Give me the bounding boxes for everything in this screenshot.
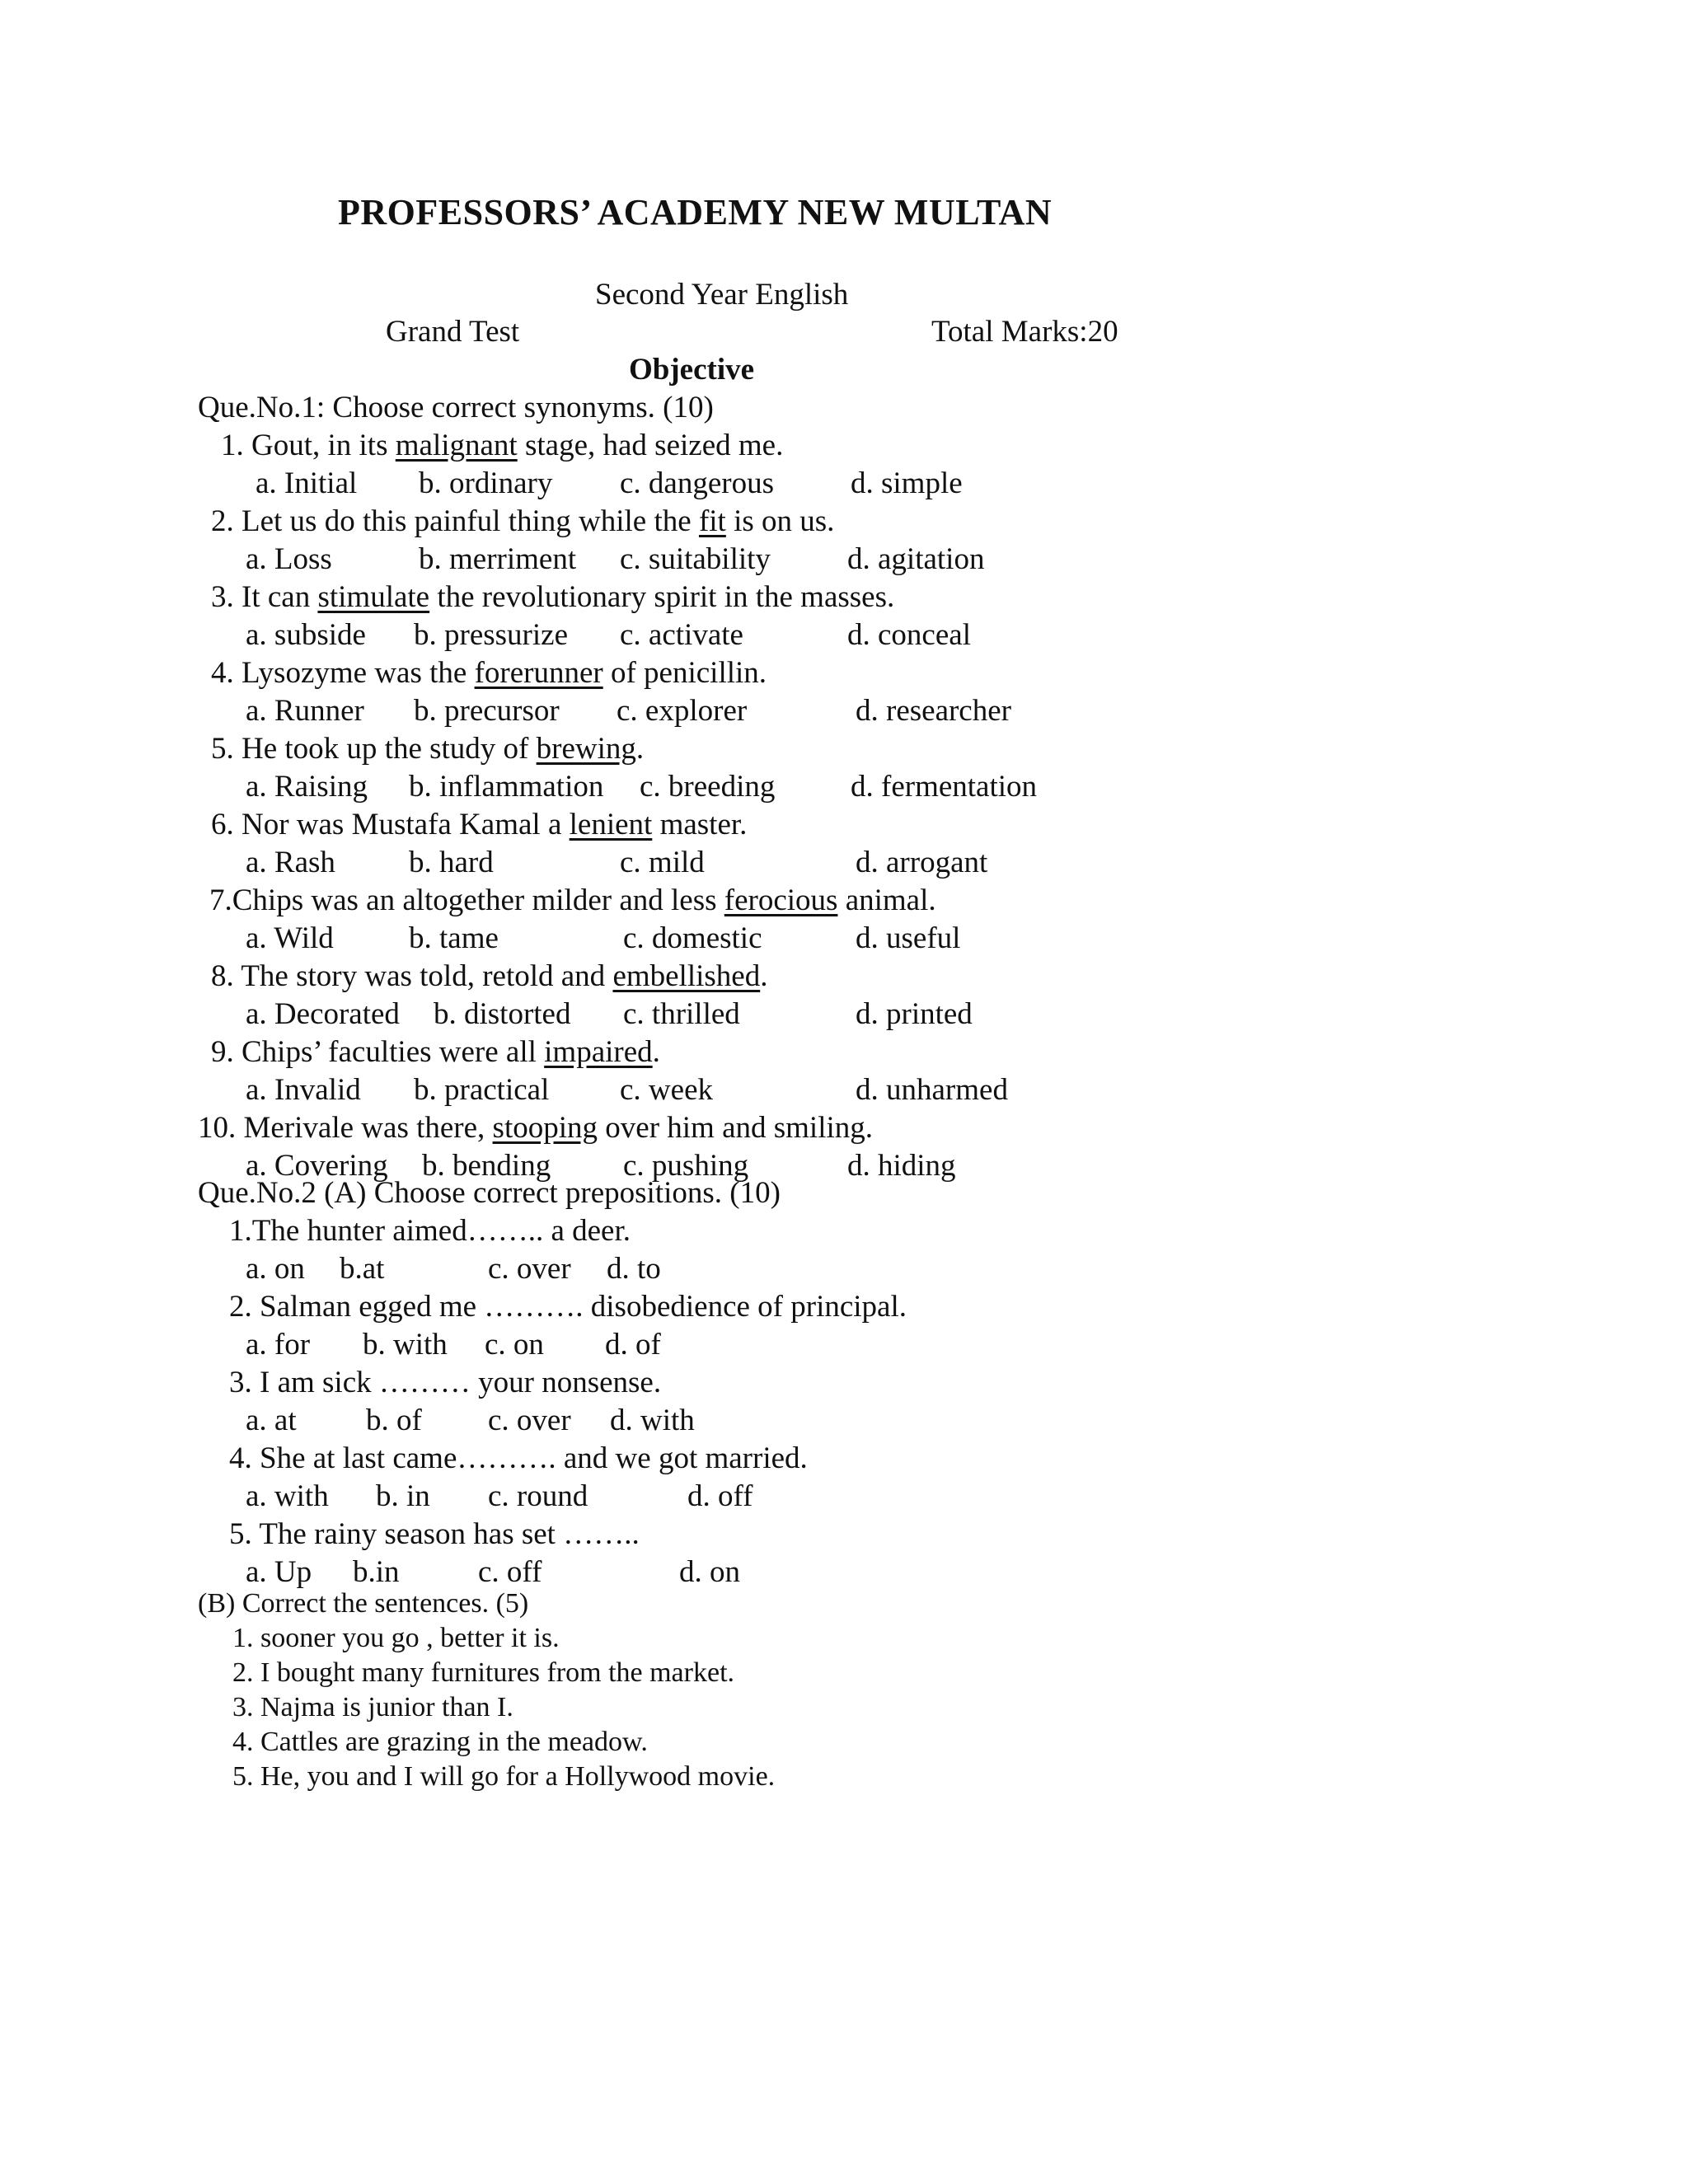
question-prefix: 3. It can [211, 580, 318, 614]
option: a. Decorated [246, 997, 400, 1031]
option: a. Rash [246, 846, 335, 879]
option: b. of [366, 1404, 422, 1437]
options-row [198, 1478, 1484, 1516]
question-suffix: over him and smiling. [598, 1111, 874, 1145]
option: d. hiding [847, 1149, 956, 1183]
question-prefix: 5. He took up the study of [211, 732, 537, 766]
sentence-item: 4. Cattles are grazing in the meadow. [232, 1727, 648, 1757]
option: c. suitability [620, 542, 771, 576]
question-text [198, 1109, 1484, 1147]
subject-line: Second Year English [595, 278, 849, 312]
option: d. arrogant [856, 846, 988, 879]
question-text [198, 654, 1484, 692]
question-prefix: 8. The story was told, retold and [211, 959, 613, 993]
question-text [198, 427, 1484, 465]
underlined-word: embellished [612, 959, 761, 993]
question-suffix: stage, had seized me. [517, 429, 784, 462]
options-row [198, 616, 1484, 654]
option: d. agitation [847, 542, 985, 576]
underlined-word: brewing [536, 732, 636, 766]
question-suffix: is on us. [725, 504, 835, 538]
option: c. activate [620, 618, 743, 652]
question-suffix: of penicillin. [603, 656, 767, 690]
underlined-word: forerunner [474, 656, 603, 690]
question-text [198, 730, 1484, 768]
option: c. explorer [617, 694, 748, 728]
option: d. on [679, 1555, 740, 1589]
option: d. conceal [847, 618, 971, 652]
underlined-word: impaired [544, 1035, 653, 1069]
total-marks: Total Marks:20 [931, 315, 1118, 349]
options-row [198, 844, 1484, 882]
option: a. with [246, 1479, 329, 1513]
option: b. practical [414, 1073, 550, 1107]
option: c. over [488, 1252, 571, 1286]
option: b. inflammation [409, 770, 604, 804]
option: d. to [607, 1252, 661, 1286]
question-prefix: 7.Chips was an altogether milder and less [209, 883, 724, 917]
sentence-item: 3. Najma is junior than I. [232, 1692, 513, 1722]
options-row [198, 541, 1484, 579]
option: a. Invalid [246, 1073, 361, 1107]
underlined-word: malignant [395, 429, 518, 462]
option: c. on [485, 1328, 544, 1361]
question-prefix: 2. Let us do this painful thing while the [211, 504, 699, 538]
academy-title: PROFESSORS’ ACADEMY NEW MULTAN [338, 192, 1053, 232]
question-text: 3. I am sick ……… your nonsense. [229, 1366, 662, 1399]
question-suffix: the revolutionary spirit in the masses. [429, 580, 895, 614]
option: d. off [687, 1479, 753, 1513]
option: b. in [376, 1479, 430, 1513]
question-2a-heading: Que.No.2 (A) Choose correct prepositions. (10) [198, 1176, 781, 1210]
option: a. Up [246, 1555, 312, 1589]
options-row [198, 920, 1484, 958]
underlined-word: stooping [492, 1111, 598, 1145]
option: b. pressurize [414, 618, 568, 652]
option: b. precursor [414, 694, 560, 728]
question-2b-heading: (B) Correct the sentences. (5) [198, 1588, 529, 1619]
question-text: 2. Salman egged me ………. disobedience of principal. [229, 1290, 907, 1324]
option: a. Initial [256, 466, 358, 500]
question-text: 1.The hunter aimed…….. a deer. [229, 1214, 631, 1248]
question-suffix: . [760, 959, 768, 993]
question-text [198, 958, 1484, 996]
option: b. distorted [434, 997, 571, 1031]
underlined-word: ferocious [724, 883, 838, 917]
question-2b-block [198, 1586, 1484, 1794]
options-row [198, 768, 1484, 806]
question-suffix: master. [652, 808, 748, 841]
options-row [198, 1250, 1484, 1288]
option: b.at [340, 1252, 385, 1286]
option: d. of [605, 1328, 661, 1361]
underlined-word: stimulate [317, 580, 430, 614]
options-row [198, 1402, 1484, 1440]
question-text [198, 503, 1484, 541]
question-1-block [198, 389, 1484, 1185]
question-text [198, 1033, 1484, 1071]
option: b. hard [409, 846, 494, 879]
option: a. Covering [246, 1149, 388, 1183]
option: b. bending [422, 1149, 551, 1183]
option: a. Raising [246, 770, 368, 804]
option: a. subside [246, 618, 366, 652]
option: d. simple [851, 466, 963, 500]
option: a. on [246, 1252, 305, 1286]
option: b. with [363, 1328, 448, 1361]
question-text [198, 579, 1484, 616]
option: c. pushing [623, 1149, 749, 1183]
option: d. with [610, 1404, 695, 1437]
question-prefix: 9. Chips’ faculties were all [211, 1035, 545, 1069]
question-text [198, 882, 1484, 920]
test-name: Grand Test [386, 315, 520, 349]
question-suffix: animal. [837, 883, 936, 917]
options-row [198, 465, 1484, 503]
option: a. at [246, 1404, 297, 1437]
question-prefix: 4. Lysozyme was the [211, 656, 475, 690]
option: d. fermentation [851, 770, 1038, 804]
option: a. Loss [246, 542, 332, 576]
question-1-heading: Que.No.1: Choose correct synonyms. (10) [198, 391, 714, 424]
question-suffix: . [635, 732, 645, 766]
question-text: 4. She at last came………. and we got married. [229, 1441, 808, 1475]
option: d. printed [856, 997, 973, 1031]
question-2a-block [198, 1174, 1484, 1591]
option: c. over [488, 1404, 571, 1437]
option: c. breeding [640, 770, 776, 804]
option: c. round [488, 1479, 588, 1513]
underlined-word: lenient [569, 808, 653, 841]
option: b. merriment [419, 542, 577, 576]
option: c. week [620, 1073, 713, 1107]
question-prefix: 1. Gout, in its [221, 429, 396, 462]
option: c. thrilled [623, 997, 740, 1031]
option: a. Wild [246, 921, 334, 955]
section-heading: Objective [629, 353, 755, 387]
sentence-item: 5. He, you and I will go for a Hollywood movie. [232, 1761, 776, 1792]
options-row [198, 1326, 1484, 1364]
option: c. mild [620, 846, 705, 879]
option: c. domestic [623, 921, 762, 955]
sentence-item: 2. I bought many furnitures from the market. [232, 1657, 735, 1688]
options-row [198, 1071, 1484, 1109]
option: b. tame [409, 921, 499, 955]
options-row [198, 996, 1484, 1033]
question-prefix: 10. Merivale was there, [198, 1111, 493, 1145]
options-row [198, 692, 1484, 730]
question-text: 5. The rainy season has set …….. [229, 1517, 640, 1551]
option: d. useful [856, 921, 961, 955]
question-text [198, 806, 1484, 844]
option: a. Runner [246, 694, 364, 728]
option: c. off [478, 1555, 542, 1589]
option: d. researcher [856, 694, 1011, 728]
option: d. unharmed [856, 1073, 1008, 1107]
question-prefix: 6. Nor was Mustafa Kamal a [211, 808, 570, 841]
underlined-word: fit [698, 504, 726, 538]
question-suffix: . [652, 1035, 660, 1069]
option: a. for [246, 1328, 311, 1361]
option: c. dangerous [620, 466, 774, 500]
option: b.in [353, 1555, 400, 1589]
option: b. ordinary [419, 466, 553, 500]
sentence-item: 1. sooner you go , better it is. [232, 1623, 560, 1653]
